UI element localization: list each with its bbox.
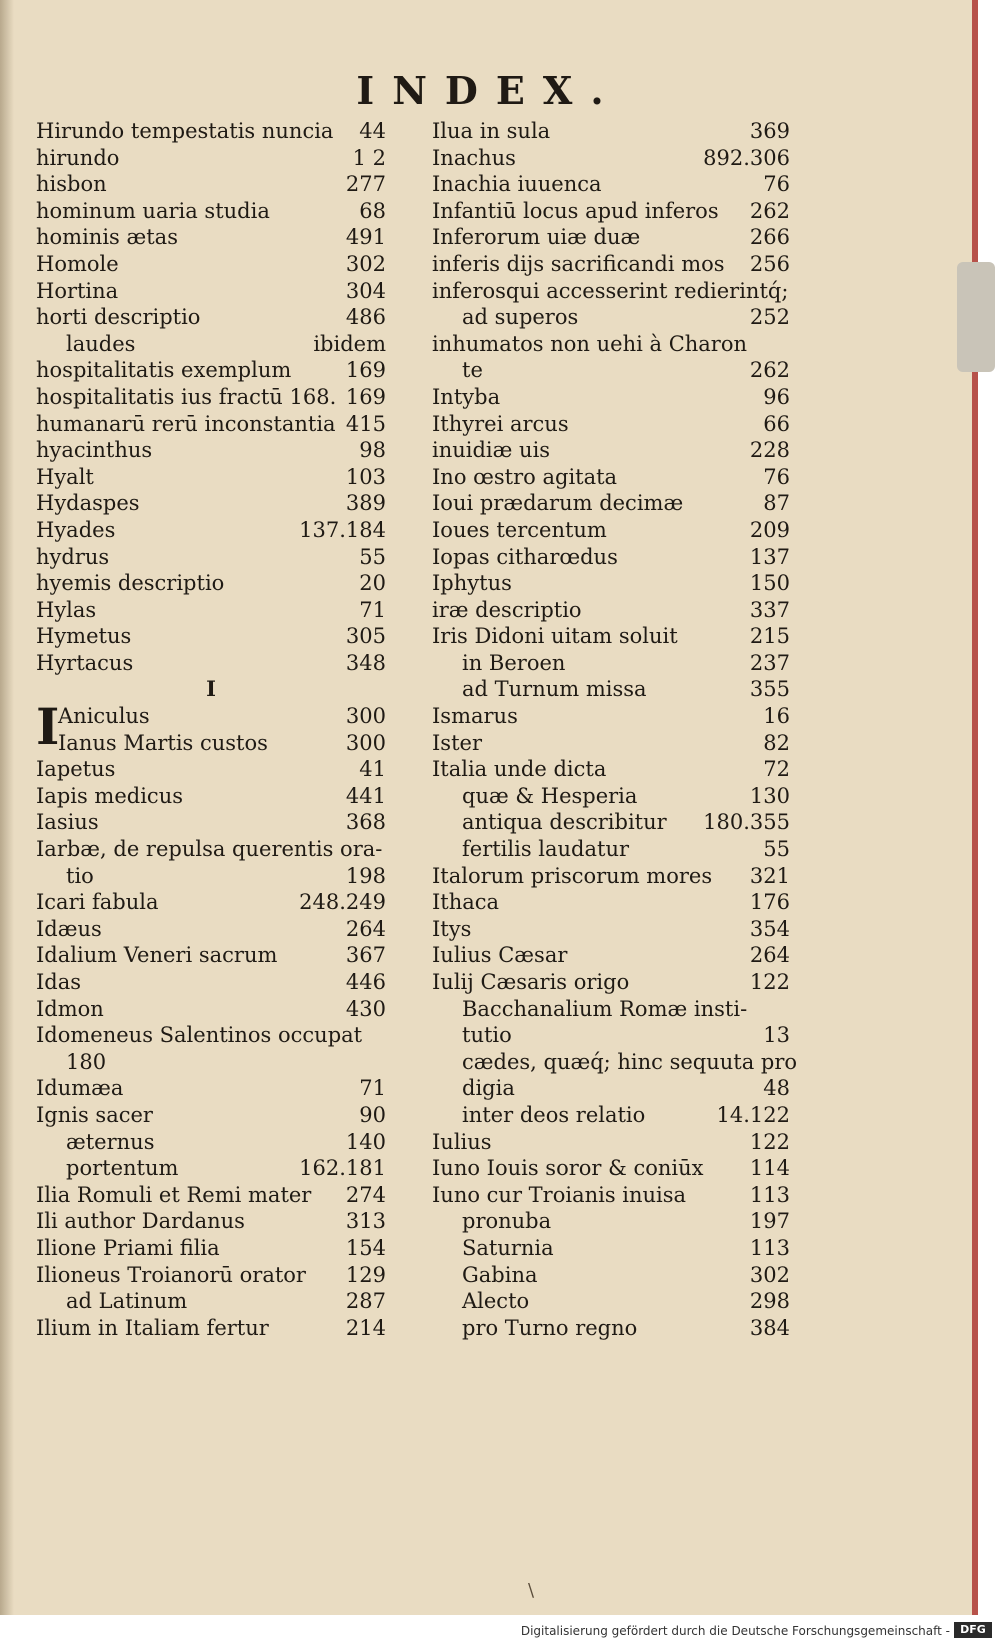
index-entry <box>36 384 386 411</box>
entry-page-ref: 103 <box>345 464 386 489</box>
entry-term: humanarū rerū inconstantia <box>36 411 336 436</box>
entry-term: Idæus <box>36 916 102 941</box>
entry-page-ref: 137.184 <box>299 517 386 542</box>
index-entry <box>36 1075 386 1102</box>
index-entry <box>36 942 386 969</box>
index-entry <box>36 1155 386 1182</box>
entry-page-ref: 114 <box>749 1156 790 1181</box>
index-entry <box>36 278 386 305</box>
index-entry <box>432 384 790 411</box>
entry-page-ref: 313 <box>345 1209 386 1234</box>
entry-term: Ilua in sula <box>432 119 551 143</box>
entry-page-ref: 446 <box>345 970 386 994</box>
entry-page-ref: 384 <box>749 1315 790 1340</box>
index-entry <box>432 224 790 251</box>
entry-term: Idomeneus Salentinos occupat <box>36 1023 363 1048</box>
entry-page-ref: 491 <box>345 225 386 250</box>
entry-page-ref: 237 <box>749 650 790 675</box>
entry-term: Iulius Cæsar <box>432 943 568 968</box>
entry-term: Iulius <box>432 1129 492 1154</box>
entry-page-ref: 215 <box>749 624 790 649</box>
index-entry <box>36 597 386 624</box>
entry-term: quæ & Hesperia <box>462 783 638 808</box>
entry-page-ref: 354 <box>749 916 790 941</box>
entry-page-ref: 169 <box>345 384 386 409</box>
entry-term: hominum uaria studia <box>36 198 270 223</box>
index-entry <box>36 1315 386 1342</box>
entry-page-ref: 262 <box>749 198 790 223</box>
index-entry <box>36 1182 386 1209</box>
index-entry <box>36 411 386 438</box>
entry-term: æternus <box>66 1129 155 1154</box>
entry-term: Infantiū locus apud inferos <box>432 198 719 223</box>
entry-page-ref: 176 <box>749 890 790 915</box>
entry-page-ref: 274 <box>345 1182 386 1207</box>
entry-page-ref: ibidem <box>313 331 386 356</box>
entry-term: ad Turnum missa <box>462 677 647 702</box>
entry-term: Hortina <box>36 278 119 303</box>
entry-page-ref: 98 <box>359 438 386 463</box>
index-entry <box>432 730 790 757</box>
entry-term: Iopas citharœdus <box>432 544 618 569</box>
entry-term: Ili author Dardanus <box>36 1209 245 1234</box>
entry-term: Ithaca <box>432 890 500 915</box>
entry-page-ref: 256 <box>749 251 790 276</box>
entry-term: hisbon <box>36 172 107 197</box>
entry-term: Intyba <box>432 384 501 409</box>
index-entry <box>432 623 790 650</box>
entry-term: Hirundo tempestatis nuncia <box>36 119 334 143</box>
entry-page-ref: 14.122 <box>716 1102 790 1127</box>
index-entry <box>36 623 386 650</box>
entry-page-ref: 355 <box>749 677 790 702</box>
entry-page-ref: 302 <box>345 251 386 276</box>
entry-term: Ianus Martis custos <box>58 730 268 755</box>
index-entry <box>36 1102 386 1129</box>
index-entry <box>432 437 790 464</box>
entry-term: Ilia Romuli et Remi mater <box>36 1182 312 1207</box>
index-entry <box>432 304 790 331</box>
entry-term: 180 <box>66 1049 107 1074</box>
entry-term: Idalium Veneri sacrum <box>36 943 278 968</box>
index-entry <box>36 756 386 783</box>
index-entry <box>36 836 386 863</box>
index-entry <box>432 676 790 703</box>
index-entry <box>36 969 386 996</box>
entry-term: Iris Didoni uitam soluit <box>432 624 678 649</box>
entry-page-ref: 287 <box>345 1289 386 1314</box>
index-entry <box>36 171 386 198</box>
index-entry <box>432 1208 790 1235</box>
entry-page-ref: 228 <box>749 438 790 463</box>
entry-term: Iuno Iouis soror & coniūx <box>432 1156 704 1181</box>
entry-term: tio <box>66 863 94 888</box>
index-entry <box>432 1155 790 1182</box>
entry-page-ref: 430 <box>345 996 386 1021</box>
entry-page-ref: 209 <box>749 517 790 542</box>
entry-page-ref: 55 <box>763 837 790 862</box>
entry-page-ref: 137 <box>749 544 790 569</box>
entry-term: Iuno cur Troianis inuisa <box>432 1182 687 1207</box>
entry-page-ref: 169 <box>345 358 386 383</box>
index-entry <box>432 331 790 358</box>
entry-page-ref: 277 <box>345 172 386 197</box>
entry-term: Idmon <box>36 996 104 1021</box>
index-entry <box>432 490 790 517</box>
entry-page-ref: 198 <box>345 863 386 888</box>
entry-page-ref: 68 <box>359 198 386 223</box>
entry-term: Homole <box>36 251 119 276</box>
entry-page-ref: 348 <box>345 650 386 675</box>
entry-term: Aniculus <box>58 704 150 729</box>
entry-term: Icari fabula <box>36 890 159 915</box>
entry-term: Ister <box>432 730 482 755</box>
entry-page-ref: 140 <box>345 1129 386 1154</box>
entry-term: Alecto <box>462 1289 530 1314</box>
index-entry <box>432 650 790 677</box>
entry-page-ref: 300 <box>345 704 386 729</box>
entry-page-ref: 305 <box>345 624 386 649</box>
index-entry <box>36 1129 386 1156</box>
entry-page-ref: 264 <box>345 916 386 941</box>
entry-term: antiqua describitur <box>462 810 667 835</box>
entry-term: Italorum priscorum mores <box>432 863 713 888</box>
section-heading <box>36 676 386 703</box>
index-entry <box>432 411 790 438</box>
entry-term: Inachus <box>432 145 516 170</box>
index-entry <box>432 863 790 890</box>
index-entry <box>432 464 790 491</box>
entry-page-ref: 71 <box>359 1076 386 1101</box>
index-entry <box>432 145 790 172</box>
entry-term: portentum <box>66 1156 179 1181</box>
index-entry <box>36 224 386 251</box>
entry-page-ref: 252 <box>749 305 790 330</box>
index-entry <box>36 118 386 145</box>
entry-term: inhumatos non uehi à Charon <box>432 331 748 356</box>
index-entry <box>36 357 386 384</box>
entry-term: Iulij Cæsaris origo <box>432 970 630 994</box>
index-entry <box>36 809 386 836</box>
index-entry <box>36 251 386 278</box>
index-entry <box>432 357 790 384</box>
index-entry <box>432 756 790 783</box>
index-entry <box>432 836 790 863</box>
entry-term: I <box>206 676 216 702</box>
entry-term: inuidiæ uis <box>432 438 551 463</box>
entry-page-ref: 44 <box>359 119 386 143</box>
entry-term: inferis dijs sacrificandi mos <box>432 251 725 276</box>
entry-page-ref: 41 <box>359 757 386 782</box>
index-entry <box>432 544 790 571</box>
entry-page-ref: 298 <box>749 1289 790 1314</box>
entry-term: hyacinthus <box>36 438 153 463</box>
entry-page-ref: 122 <box>749 970 790 994</box>
index-entry <box>432 570 790 597</box>
entry-term: laudes <box>66 331 136 356</box>
index-entry <box>432 1262 790 1289</box>
index-entry <box>432 198 790 225</box>
bottom-mark: \ <box>528 1580 535 1601</box>
index-entry <box>36 863 386 890</box>
entry-term: Ioues tercentum <box>432 517 607 542</box>
entry-term: Iarbæ, de repulsa querentis ora- <box>36 837 383 862</box>
index-entry <box>432 1315 790 1342</box>
entry-term: tutio <box>462 1023 512 1048</box>
entry-term: hominis ætas <box>36 225 178 250</box>
entry-term: Ioui prædarum decimæ <box>432 491 684 516</box>
entry-term: Ilium in Italiam fertur <box>36 1315 269 1340</box>
entry-page-ref: 892.306 <box>703 145 790 170</box>
entry-page-ref: 129 <box>345 1262 386 1287</box>
entry-term: digia <box>462 1076 515 1101</box>
entry-page-ref: 55 <box>359 544 386 569</box>
entry-page-ref: 13 <box>763 1023 790 1048</box>
entry-term: inferosqui accesserint redierintq́; <box>432 278 789 303</box>
entry-page-ref: 72 <box>763 757 790 782</box>
entry-term: Iasius <box>36 810 99 835</box>
index-entry <box>432 251 790 278</box>
entry-term: iræ descriptio <box>432 597 582 622</box>
index-entry <box>432 889 790 916</box>
entry-page-ref: 154 <box>345 1235 386 1260</box>
index-entry <box>432 517 790 544</box>
index-entry <box>432 1129 790 1156</box>
entry-term: Bacchanalium Romæ insti- <box>462 996 748 1021</box>
entry-term: Iphytus <box>432 571 512 596</box>
entry-page-ref: 113 <box>749 1182 790 1207</box>
entry-page-ref: 197 <box>749 1209 790 1234</box>
entry-page-ref: 16 <box>763 704 790 729</box>
entry-term: Ino œstro agitata <box>432 464 618 489</box>
bookmark-tab <box>957 262 995 372</box>
entry-term: Idas <box>36 970 82 994</box>
entry-page-ref: 302 <box>749 1262 790 1287</box>
index-entry <box>432 278 790 305</box>
entry-page-ref: 76 <box>763 464 790 489</box>
entry-term: Ilioneus Troianorū orator <box>36 1262 306 1287</box>
index-entry <box>36 331 386 358</box>
index-entry <box>432 703 790 730</box>
entry-page-ref: 321 <box>749 863 790 888</box>
index-entry <box>432 118 790 145</box>
entry-term: inter deos relatio <box>462 1102 646 1127</box>
index-entry <box>36 783 386 810</box>
entry-term: Ilione Priami filia <box>36 1235 220 1260</box>
index-entry <box>36 570 386 597</box>
entry-page-ref: 300 <box>345 730 386 755</box>
entry-page-ref: 262 <box>749 358 790 383</box>
page-title: INDEX. <box>356 68 622 113</box>
index-entry <box>36 650 386 677</box>
index-entry <box>432 1235 790 1262</box>
index-entry <box>36 198 386 225</box>
entry-page-ref: 415 <box>345 411 386 436</box>
index-entry <box>36 730 386 757</box>
entry-page-ref: 122 <box>749 1129 790 1154</box>
entry-page-ref: 368 <box>345 810 386 835</box>
entry-term: Gabina <box>462 1262 538 1287</box>
index-entry <box>432 942 790 969</box>
entry-page-ref: 441 <box>345 783 386 808</box>
index-entry <box>432 996 790 1023</box>
entry-term: Itys <box>432 916 472 941</box>
entry-term: fertilis laudatur <box>462 837 630 862</box>
dropcap-letter-i: I <box>36 697 60 757</box>
index-entry <box>432 597 790 624</box>
entry-page-ref: 66 <box>763 411 790 436</box>
entry-page-ref: 96 <box>763 384 790 409</box>
index-entry <box>432 1288 790 1315</box>
entry-term: ad superos <box>462 305 579 330</box>
entry-page-ref: 150 <box>749 571 790 596</box>
index-entry <box>36 916 386 943</box>
entry-page-ref: 20 <box>359 571 386 596</box>
entry-page-ref: 87 <box>763 491 790 516</box>
index-entry <box>36 464 386 491</box>
entry-term: Hyades <box>36 517 116 542</box>
index-entry <box>36 145 386 172</box>
dfg-logo: DFG <box>954 1622 992 1638</box>
entry-term: Iapis medicus <box>36 783 183 808</box>
entry-term: Hydaspes <box>36 491 140 516</box>
entry-page-ref: 162.181 <box>299 1156 386 1181</box>
index-column-right <box>432 118 798 1341</box>
digitization-footer <box>0 1615 1000 1646</box>
entry-term: hospitalitatis exemplum <box>36 358 292 383</box>
index-entry <box>36 1262 386 1289</box>
index-entry <box>36 1022 386 1049</box>
entry-term: hirundo <box>36 145 120 170</box>
entry-term: Ithyrei arcus <box>432 411 569 436</box>
index-entry <box>36 1049 386 1076</box>
entry-term: Hylas <box>36 597 97 622</box>
entry-term: Hymetus <box>36 624 132 649</box>
entry-page-ref: 82 <box>763 730 790 755</box>
entry-page-ref: 71 <box>359 597 386 622</box>
index-entry <box>432 1022 790 1049</box>
entry-term: in Beroen <box>462 650 566 675</box>
entry-page-ref: 1 2 <box>352 145 386 170</box>
entry-page-ref: 264 <box>749 943 790 968</box>
index-entry <box>432 1182 790 1209</box>
index-entry <box>432 171 790 198</box>
entry-page-ref: 90 <box>359 1102 386 1127</box>
entry-page-ref: 389 <box>345 491 386 516</box>
page-gutter-shadow <box>0 0 14 1615</box>
entry-term: Iapetus <box>36 757 116 782</box>
index-entry <box>432 783 790 810</box>
entry-term: pronuba <box>462 1209 552 1234</box>
index-entry <box>432 809 790 836</box>
entry-page-ref: 76 <box>763 172 790 197</box>
index-entry <box>36 437 386 464</box>
entry-page-ref: 180.355 <box>703 810 790 835</box>
funding-credit: Digitalisierung gefördert durch die Deutsche Forschungsgemeinschaft - <box>520 1624 950 1638</box>
entry-page-ref: 369 <box>749 119 790 143</box>
entry-term: te <box>462 358 483 383</box>
entry-term: Italia unde dicta <box>432 757 607 782</box>
entry-page-ref: 304 <box>345 278 386 303</box>
entry-page-ref: 337 <box>749 597 790 622</box>
entry-page-ref: 367 <box>345 943 386 968</box>
index-entry <box>36 304 386 331</box>
entry-term: cædes, quæq́; hinc sequuta pro <box>462 1049 798 1074</box>
index-entry <box>36 996 386 1023</box>
entry-page-ref: 214 <box>345 1315 386 1340</box>
entry-term: Inachia iuuenca <box>432 172 602 197</box>
entry-term: ad Latinum <box>66 1289 188 1314</box>
index-entry <box>36 1208 386 1235</box>
entry-term: pro Turno regno <box>462 1315 638 1340</box>
index-entry <box>432 1049 798 1076</box>
index-entry <box>36 889 386 916</box>
entry-term: Ignis sacer <box>36 1102 153 1127</box>
entry-page-ref: 48 <box>763 1076 790 1101</box>
index-entry <box>36 1288 386 1315</box>
entry-term: hydrus <box>36 544 110 569</box>
entry-page-ref: 266 <box>749 225 790 250</box>
entry-term: Hyalt <box>36 464 94 489</box>
entry-page-ref: 113 <box>749 1235 790 1260</box>
entry-term: horti descriptio <box>36 305 201 330</box>
entry-page-ref: 248.249 <box>299 890 386 915</box>
entry-page-ref: 486 <box>345 305 386 330</box>
index-entry <box>432 969 790 996</box>
index-entry <box>432 1102 790 1129</box>
entry-term: Hyrtacus <box>36 650 134 675</box>
index-entry <box>432 916 790 943</box>
index-entry <box>432 1075 790 1102</box>
entry-term: Idumæa <box>36 1076 124 1101</box>
entry-term: hyemis descriptio <box>36 571 225 596</box>
entry-term: Inferorum uiæ duæ <box>432 225 641 250</box>
index-entry <box>36 490 386 517</box>
index-entry <box>36 544 386 571</box>
entry-page-ref: 130 <box>749 783 790 808</box>
entry-term: Ismarus <box>432 704 518 729</box>
index-entry <box>36 703 386 730</box>
index-column-left <box>36 118 386 1341</box>
index-entry <box>36 1235 386 1262</box>
entry-term: hospitalitatis ius fractū 168. <box>36 384 337 409</box>
entry-term: Saturnia <box>462 1235 554 1260</box>
index-entry <box>36 517 386 544</box>
